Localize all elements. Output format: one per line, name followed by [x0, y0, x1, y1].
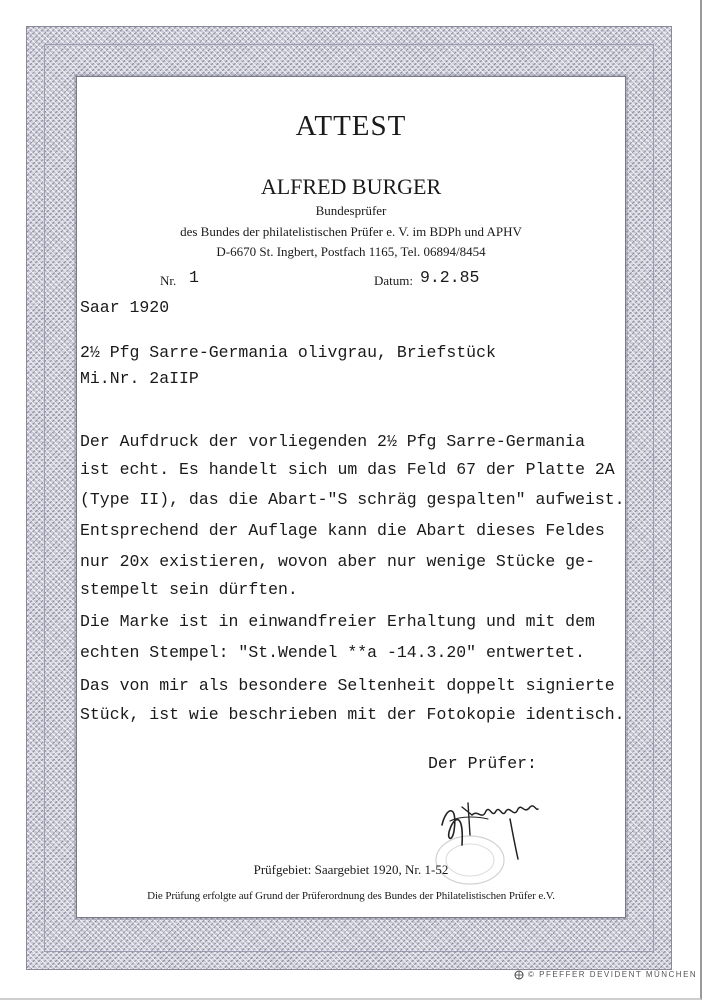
number-value: 1 [189, 268, 199, 287]
body-line: Der Aufdruck der vorliegenden 2½ Pfg Sarre-Germania [80, 432, 585, 451]
stamp-area: Saar 1920 [80, 298, 170, 317]
body-line: echten Stempel: "St.Wendel **a -14.3.20" entwertet. [80, 643, 585, 662]
catalog-number: Mi.Nr. 2aIIP [80, 369, 199, 388]
body-line: (Type II), das die Abart-"S schräg gespalten" aufweist. [80, 490, 625, 509]
printer-mark: © PFEFFER DEVIDENT MÜNCHEN [528, 970, 698, 979]
examiner-signature-label: Der Prüfer: [428, 754, 537, 773]
handwritten-signature-icon [432, 785, 544, 865]
printer-logo-icon [514, 970, 524, 980]
examiner-association: des Bundes der philatelistischen Prüfer e. V. im BDPh und APHV [180, 224, 522, 239]
number-label: Nr. [160, 273, 177, 288]
examiner-role: Bundesprüfer [315, 203, 387, 218]
body-line: Stück, ist wie beschrieben mit der Fotokopie identisch. [80, 705, 625, 724]
examination-rules: Die Prüfung erfolgte auf Grund der Prüferordnung des Bundes der Philatelistischen Prüfer e.V. [147, 890, 555, 902]
body-line: stempelt sein dürften. [80, 580, 298, 599]
body-line: nur 20x existieren, wovon aber nur wenige Stücke ge- [80, 552, 595, 571]
body-line: Die Marke ist in einwandfreier Erhaltung und mit dem [80, 612, 595, 631]
body-line: ist echt. Es handelt sich um das Feld 67 der Platte 2A [80, 460, 615, 479]
examiner-name: ALFRED BURGER [260, 174, 442, 199]
date-label: Datum: [374, 273, 413, 288]
body-line: Entsprechend der Auflage kann die Abart dieses Feldes [80, 521, 605, 540]
examiner-address: D-6670 St. Ingbert, Postfach 1165, Tel. 06894/8454 [216, 244, 486, 259]
certificate-title: ATTEST [295, 110, 407, 142]
stamp-description: 2½ Pfg Sarre-Germania olivgrau, Briefstück [80, 343, 496, 362]
date-value: 9.2.85 [420, 268, 480, 287]
examination-area: Prüfgebiet: Saargebiet 1920, Nr. 1-52 [253, 862, 449, 877]
body-line: Das von mir als besondere Seltenheit doppelt signierte [80, 676, 615, 695]
